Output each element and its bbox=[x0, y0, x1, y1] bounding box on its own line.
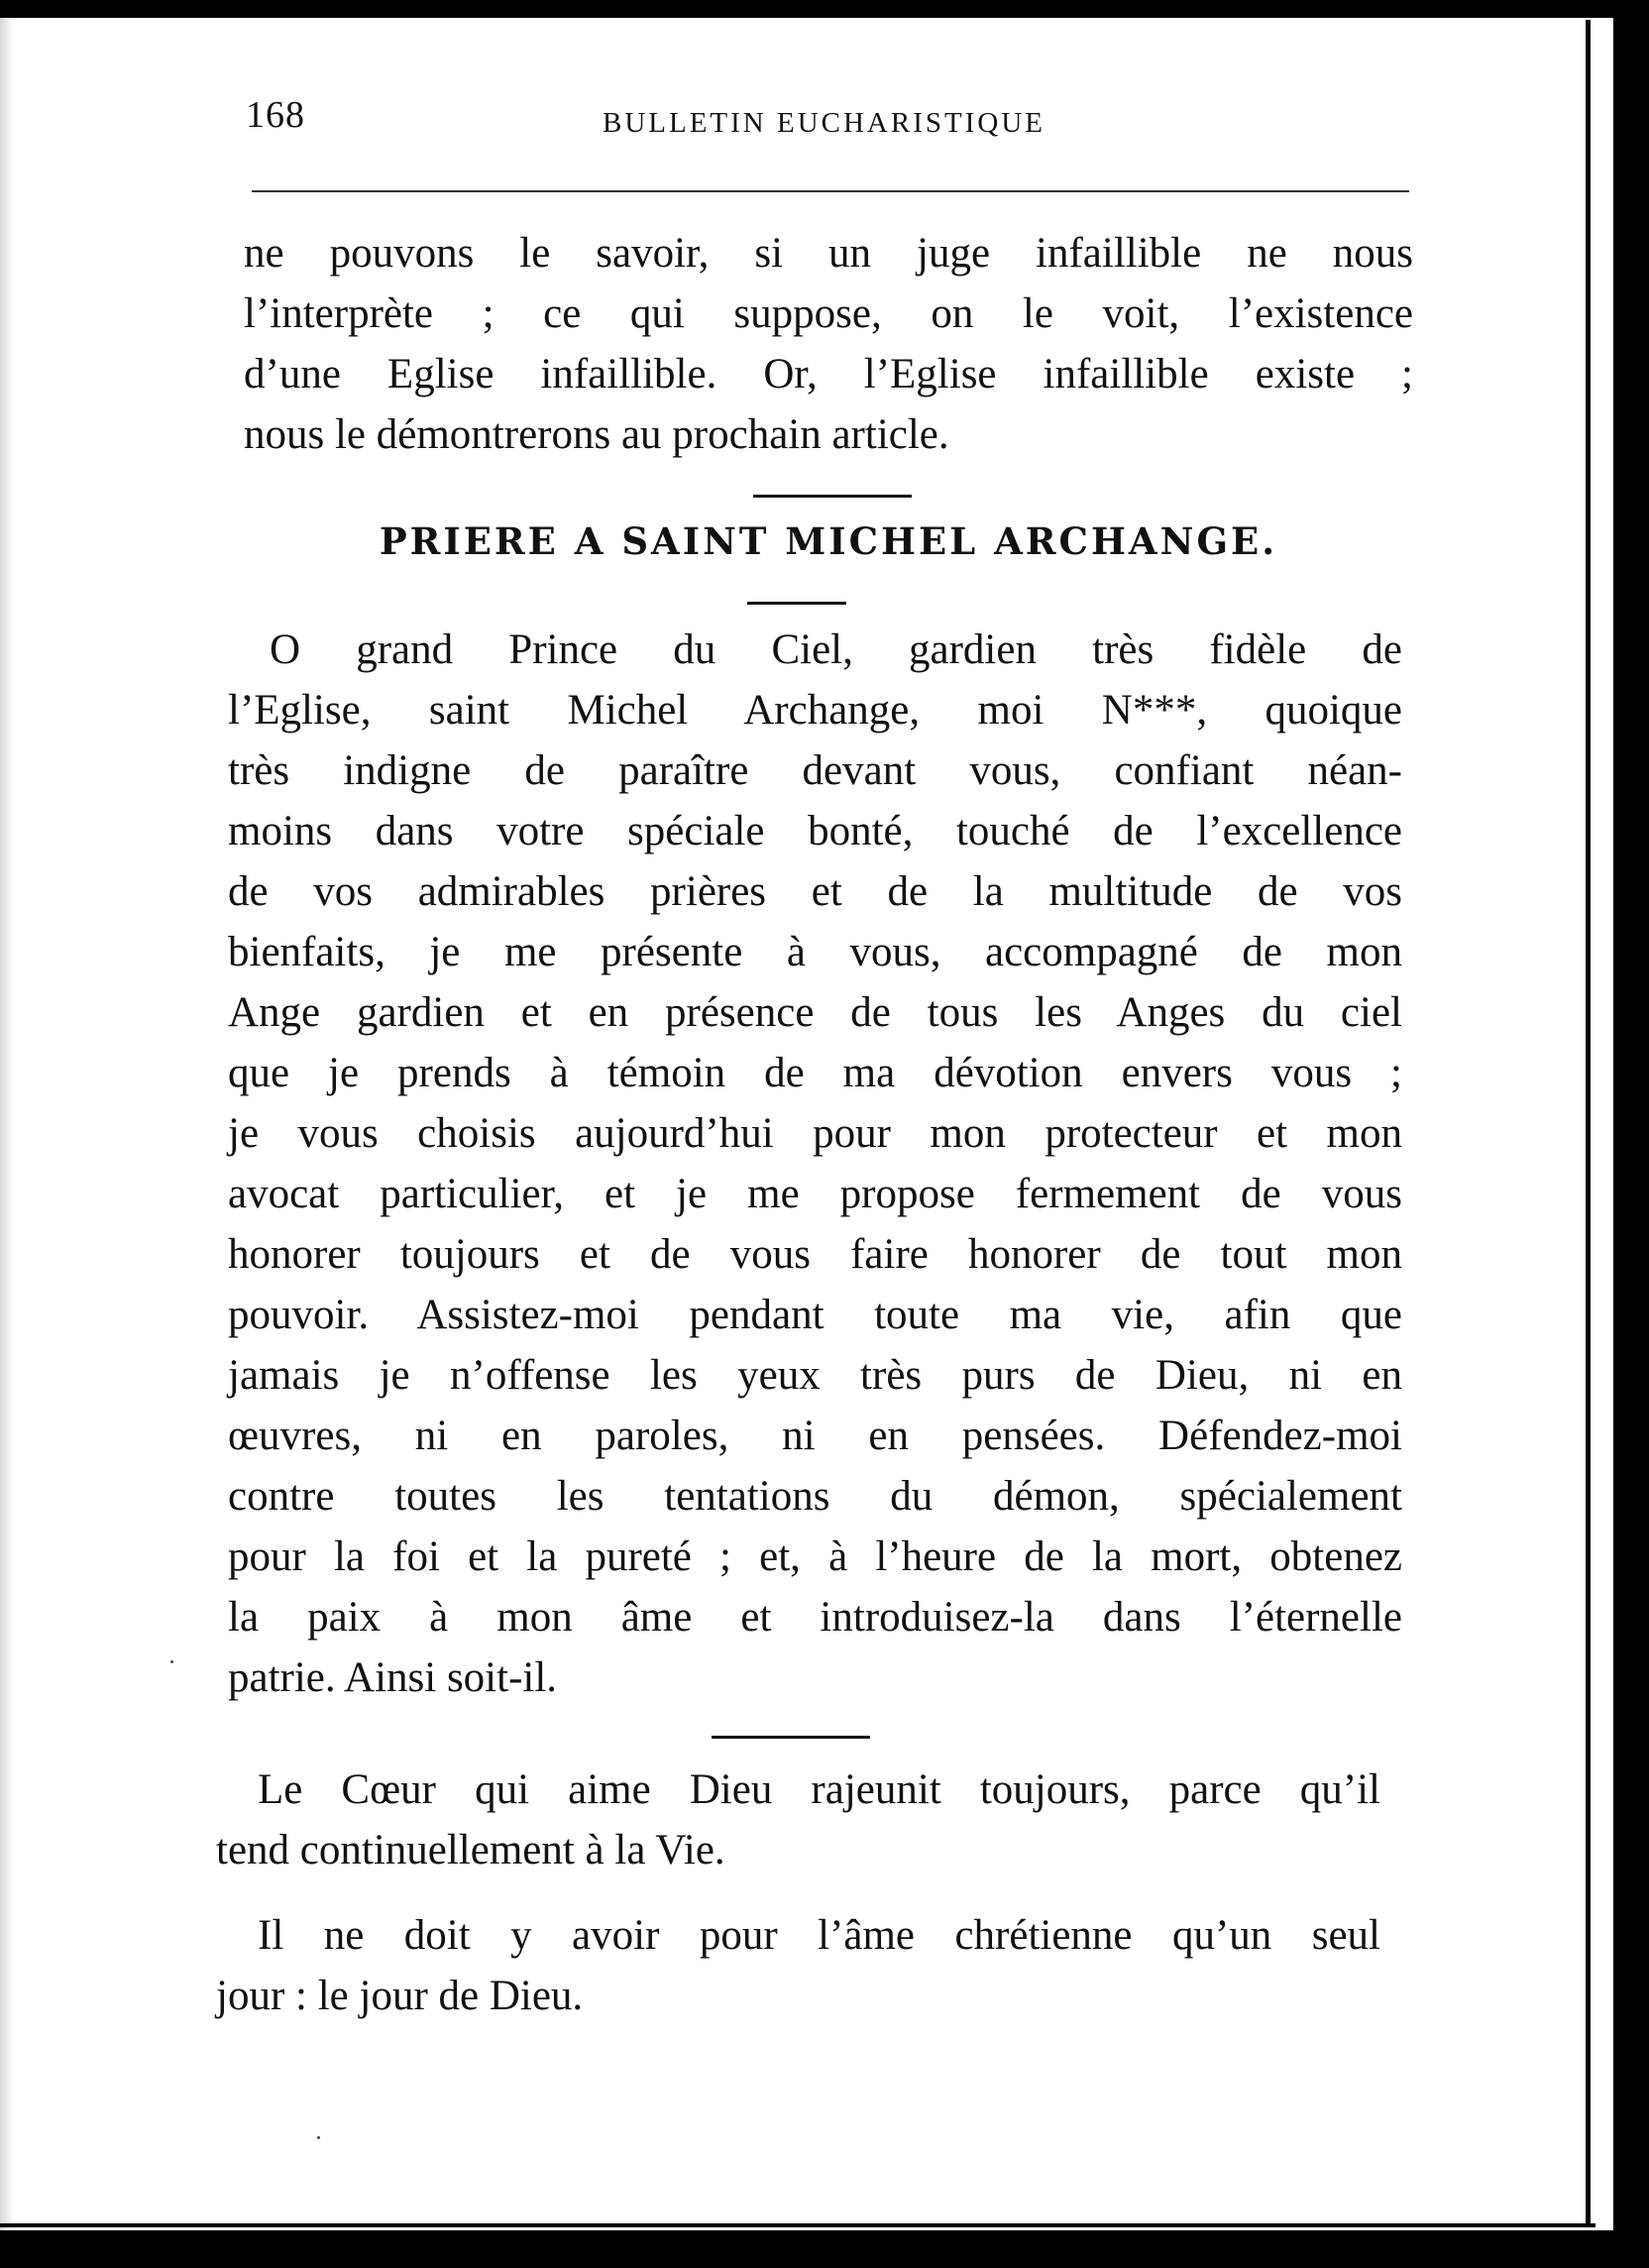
text-line: je vous choisis aujourd’hui pour mon protecteur et mon bbox=[228, 1110, 1402, 1157]
section-divider bbox=[753, 495, 912, 498]
running-head bbox=[246, 93, 1410, 153]
text-line: la paix à mon âme et introduisez-la dans l’éternelle bbox=[228, 1594, 1402, 1641]
text-line: pouvoir. Assistez-moi pendant toute ma vie, afin que bbox=[228, 1292, 1402, 1338]
header-rule bbox=[252, 190, 1409, 192]
text-line: de vos admirables prières et de la multitude de vos bbox=[228, 868, 1402, 915]
print-speck bbox=[317, 2136, 320, 2139]
text-line: pour la foi et la pureté ; et, à l’heure de la mort, obtenez bbox=[228, 1533, 1402, 1580]
text-line: l’interprète ; ce qui suppose, on le voit, l’existence bbox=[244, 290, 1413, 337]
intro-paragraph bbox=[244, 223, 1413, 465]
text-line: très indigne de paraître devant vous, confiant néan- bbox=[228, 747, 1402, 794]
text-line: honorer toujours et de vous faire honorer de tout mon bbox=[228, 1231, 1402, 1278]
text-line: nous le démontrerons au prochain article. bbox=[244, 411, 949, 458]
maxim-paragraph bbox=[216, 1759, 1380, 1880]
text-line: Il ne doit y avoir pour l’âme chrétienne qu’un seul bbox=[258, 1912, 1380, 1959]
maxim-paragraph bbox=[216, 1905, 1380, 2026]
text-line: bienfaits, je me présente à vous, accompagné de mon bbox=[228, 929, 1402, 975]
page-number: 168 bbox=[246, 94, 305, 136]
scan-gap-right bbox=[1605, 18, 1613, 2228]
text-line: jamais je n’offense les yeux très purs de Dieu, ni en bbox=[228, 1352, 1402, 1399]
text-line: avocat particulier, et je me propose fermement de vous bbox=[228, 1171, 1402, 1217]
scan-border-top bbox=[0, 0, 1649, 18]
text-line: moins dans votre spéciale bonté, touché de l’excellence bbox=[228, 808, 1402, 854]
scan-border-inner-bottom bbox=[0, 2223, 1595, 2227]
text-line: patrie. Ainsi soit-il. bbox=[228, 1654, 558, 1701]
text-line: Le Cœur qui aime Dieu rajeunit toujours, parce qu’il bbox=[258, 1766, 1380, 1813]
title-underline bbox=[747, 602, 846, 605]
text-line: que je prends à témoin de ma dévotion envers vous ; bbox=[228, 1050, 1402, 1096]
text-line: Ange gardien et en présence de tous les Anges du ciel bbox=[228, 989, 1402, 1036]
text-line: œuvres, ni en paroles, ni en pensées. Défendez-moi bbox=[228, 1413, 1402, 1459]
scan-border-bottom bbox=[0, 2230, 1649, 2268]
text-line: contre toutes les tentations du démon, spécialement bbox=[228, 1473, 1402, 1520]
section-title: PRIERE A SAINT MICHEL ARCHANGE. bbox=[379, 519, 1278, 563]
text-line: tend continuellement à la Vie. bbox=[216, 1827, 725, 1873]
text-line: l’Eglise, saint Michel Archange, moi N***, quoique bbox=[228, 687, 1402, 734]
book-page bbox=[216, 79, 1413, 2161]
scan-border-inner-right bbox=[1586, 20, 1591, 2225]
scan-border-right bbox=[1613, 0, 1649, 2268]
scan-edge-left bbox=[0, 18, 14, 2230]
prayer-paragraph bbox=[228, 620, 1402, 1708]
running-title: BULLETIN EUCHARISTIQUE bbox=[603, 107, 1045, 139]
text-line: O grand Prince du Ciel, gardien très fidèle de bbox=[270, 626, 1402, 673]
print-speck bbox=[170, 1660, 173, 1663]
text-line: jour : le jour de Dieu. bbox=[216, 1973, 584, 2019]
section-divider bbox=[712, 1736, 870, 1739]
text-line: ne pouvons le savoir, si un juge infaillible ne nous bbox=[244, 230, 1413, 277]
text-line: d’une Eglise infaillible. Or, l’Eglise infaillible existe ; bbox=[244, 351, 1413, 397]
